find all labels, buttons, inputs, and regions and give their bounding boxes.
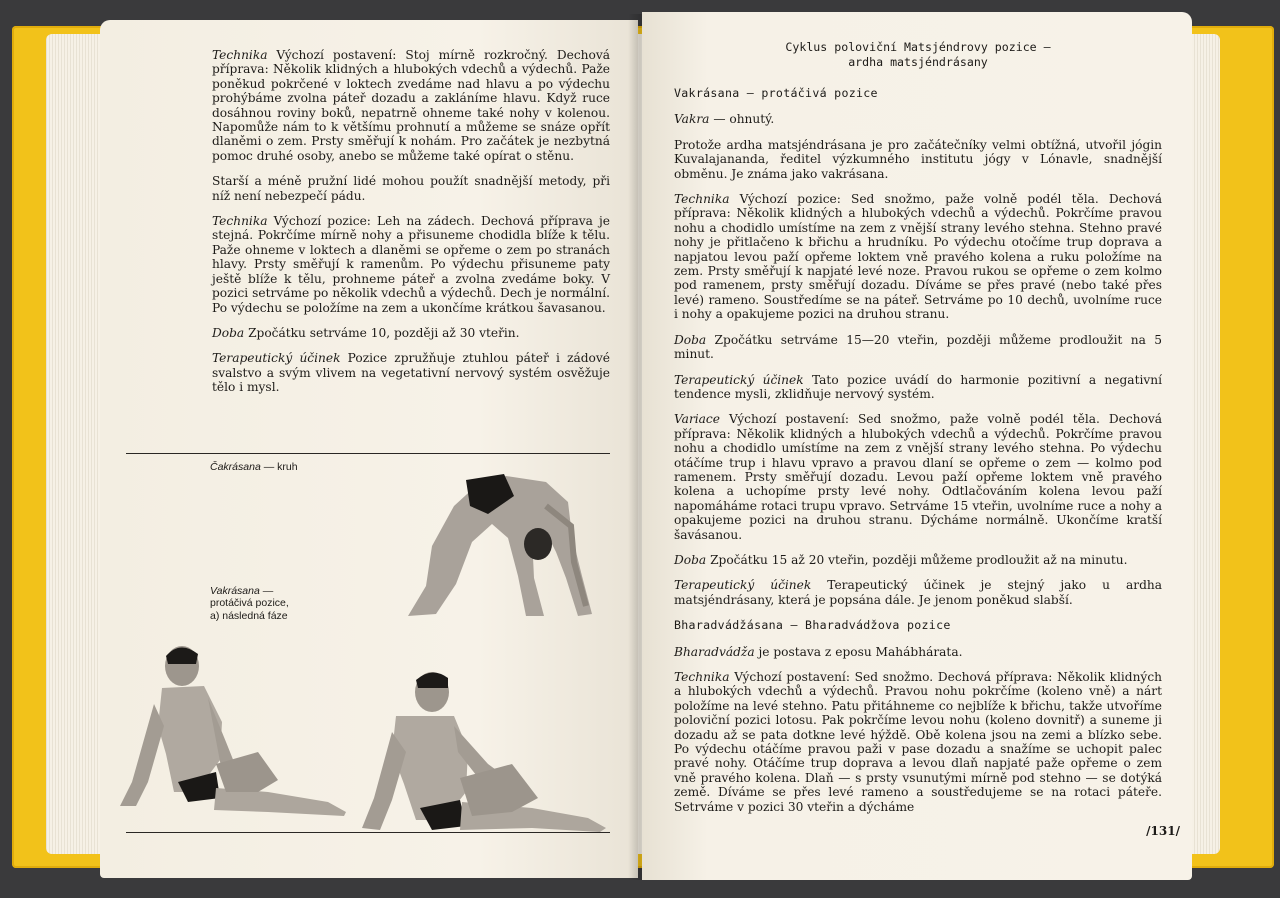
- page-number: /131/: [1146, 823, 1180, 838]
- therapeutic-label: Terapeutický účinek: [674, 578, 812, 593]
- caption-vakrasana-line2: protáčivá pozice,: [210, 597, 289, 610]
- bharadvadza-paragraph: [674, 645, 1162, 659]
- left-text-column: [212, 48, 610, 406]
- technique-text: Výchozí postavení: Stoj mírně rozkročný. Dechová příprava: Několik klidných a hlubokých vdechů a výdechů. Paže poněkud pokrčené v loktech zvedáme nad hlavu a po výdechu prohýbáme zvolna páteř dozadu a zakláníme hlavu. Když ruce dosáhnou roviny boků, nepatrně ohneme také nohy v kolenou. Napomůže nám to k většímu prohnutí a můžeme se snáze opřít dlaněmi o zem. Prsty směřují k nohám. Pro začátek je nezbytná pomoc druhé osoby, anebo se můžeme také opírat o stěnu.: [212, 48, 611, 163]
- technique-text: Výchozí pozice: Leh na zádech. Dechová příprava je stejná. Pokrčíme mírně nohy a přisuneme chodidla blíže k tělu. Paže ohneme v loktech a dlaněmi se opřeme o zem po stranách hlavy. Prsty směřují k ramenům. Po výdechu přisuneme paty ještě blíže k tělu, prohneme páteř a zvolna zvedáme boky. V pozici setrváme po několik vdechů a výdechů. Dech je normální. Po výdechu se položíme na zem a ukončíme krátkou šavasanou.: [212, 214, 611, 315]
- section-heading-vakrasana: Vakrásana — protáčivá pozice: [674, 86, 878, 100]
- chapter-heading: [674, 40, 1162, 70]
- technique-label: Technika: [212, 48, 268, 62]
- duration-paragraph-2: [674, 333, 1162, 362]
- caption-cakrasana-name: Čakrásana: [210, 461, 261, 473]
- vakra-text: — ohnutý.: [713, 112, 775, 127]
- duration-label: Doba: [674, 552, 707, 567]
- older-people-text: Starší a méně pružní lidé mohou použít snadnější metody, při níž není nebezpečí pádu.: [212, 174, 610, 203]
- vakra-label: Vakra: [674, 112, 710, 127]
- caption-vakrasana-name: Vakrásana —: [210, 585, 274, 597]
- duration-paragraph-3: [674, 553, 1162, 567]
- wheel-pose-photo: [396, 466, 606, 632]
- technique-paragraph-3: [674, 192, 1162, 322]
- duration-label: Doba: [674, 332, 707, 347]
- technique-label: Technika: [674, 670, 730, 684]
- twist-pose-photo-a: [118, 642, 350, 816]
- therapeutic-label: Terapeutický účinek: [212, 351, 341, 366]
- twist-pose-photo-b: [362, 668, 610, 834]
- duration-text: Zpočátku 15 až 20 vteřin, později můžeme prodloužit až na minutu.: [710, 552, 1128, 567]
- chapter-heading-line1: Cyklus poloviční Matsjéndrovy pozice —: [785, 40, 1051, 54]
- section-heading-bharadvadzasana: Bharadvádžásana — Bharadvádžova pozice: [674, 618, 951, 633]
- technique-text: Výchozí postavení: Sed snožmo. Dechová příprava: Několik klidných a hlubokých vdechů a výdechů. Pravou nohu pokrčíme (koleno vně) a nárt položíme na levé stehno. Patu přitáhneme co nejblíže k břichu, takže utvoříme poloviční pozici lotosu. Pak pokrčíme levou nohu (koleno dovnitř) a suneme ji dozadu až se pata dotkne levé hýždě. Obě kolena jsou na zemi a blízko sebe. Po výdechu otáčíme pravou paži v pase dozadu a snažíme se uchopit palec pravé nohy. Otáčíme trup doprava a levou dlaň napjaté paže opřeme o zem vně pravého kolena. Dlaň — s prsty vsunutými mírně pod stehno — se dotýká země. Díváme se přes levé rameno a soustředujeme se na rotaci páteře. Setrváme v pozici 30 vteřin a dýcháme: [674, 670, 1162, 814]
- caption-vakrasana: [210, 585, 330, 622]
- technique-paragraph-4: [674, 670, 1162, 814]
- duration-text: Zpočátku setrváme 15—20 vteřin, později můžeme prodloužit na 5 minut.: [674, 332, 1162, 362]
- therapeutic-label: Terapeutický účinek: [674, 372, 804, 387]
- older-people-paragraph: [212, 174, 610, 203]
- right-page: [642, 12, 1192, 880]
- technique-label: Technika: [212, 214, 268, 229]
- duration-text: Zpočátku setrváme 10, později až 30 vteřin.: [248, 325, 520, 340]
- therapeutic-paragraph-3: [674, 578, 1162, 607]
- chapter-heading-line2: ardha matsjéndrásany: [848, 55, 988, 69]
- variation-label: Variace: [674, 412, 720, 427]
- technique-paragraph-2: [212, 214, 610, 315]
- duration-label: Doba: [212, 325, 245, 340]
- technique-paragraph-1: [212, 48, 610, 163]
- technique-label: Technika: [674, 192, 730, 207]
- bharadvadza-label: Bharadvádža: [674, 644, 755, 659]
- therapeutic-paragraph-2: [674, 373, 1162, 402]
- bharadvadza-text: je postava z eposu Mahábhárata.: [758, 644, 963, 659]
- top-rule: [126, 453, 610, 454]
- caption-vakrasana-line3: a) následná fáze: [210, 609, 288, 622]
- left-page: [100, 20, 638, 878]
- intro-text: Protože ardha matsjéndrásana je pro začátečníky velmi obtížná, utvořil jógin Kuvalajananda, ředitel výzkumného institutu jógy v Lónavle, snadnější obměnu. Je známa jako vakrásana.: [674, 137, 1162, 181]
- right-text-column: [674, 40, 1162, 825]
- therapeutic-text: Tato pozice uvádí do harmonie pozitivní a negativní tendence mysli, zklidňuje nervový systém.: [674, 372, 1162, 401]
- technique-text: Výchozí pozice: Sed snožmo, paže volně podél těla. Dechová příprava: Několik klidných a hlubokých vdechů a výdechů. Pokrčíme pravou nohu a chodidlo umístíme na zem z vnější strany levého stehna. Stehno pravé nohy je přitlačeno k břichu a hrudníku. Po výdechu otočíme trup doprava a napjatou levou paží opřeme loktem vně pravého kolena a ruku položíme na zem. Prsty směřují k napjaté levé noze. Pravou rukou se opřeme o zem kolmo pod ramenem, prsty směřují dozadu. Díváme se přes pravé (nebo také přes levé) rameno. Soustředíme se na páteř. Setrváme po 10 dechů, uvolníme ruce i nohy a opakujeme pozici na druhou stranu.: [674, 192, 1163, 322]
- therapeutic-paragraph: [212, 351, 610, 394]
- therapeutic-text: Pozice zpružňuje ztuhlou páteř i zádové svalstvo a svým vlivem na vegetativní nervový systém osvěžuje tělo i mysl.: [212, 351, 610, 395]
- intro-paragraph: [674, 138, 1162, 181]
- vakra-paragraph: [674, 112, 1162, 126]
- therapeutic-text: Terapeutický účinek je stejný jako u ardha matsjéndrásany, která je popsána dále. Je jenom poněkud slabší.: [674, 578, 1162, 607]
- caption-cakrasana-rest: — kruh: [263, 461, 298, 473]
- caption-cakrasana: [210, 461, 298, 473]
- variation-paragraph: [674, 412, 1162, 542]
- duration-paragraph: [212, 326, 610, 340]
- variation-text: Výchozí postavení: Sed snožmo, paže volně podél těla. Dechová příprava: Několik klidných a hlubokých vdechů a výdechů. Pokrčíme pravou nohu a chodidlo umístíme na zem z vnější strany levého stehna. Po výdechu otáčíme trup i hlavu vpravo a pravou dlaní se opřeme o zem — kolmo pod ramenem. Prsty směřují dozadu. Levou paží opřeme loktem vně pravého kolena a uchopíme prsty levé nohy. Odtlačováním kolena levou paží napomáháme rotaci trupu vpravo. Setrváme 15 vteřin, uvolníme ruce a nohy a opakujeme pozici na druhou stranu. Dýcháme normálně. Ukončíme kratší šavásanou.: [674, 412, 1163, 542]
